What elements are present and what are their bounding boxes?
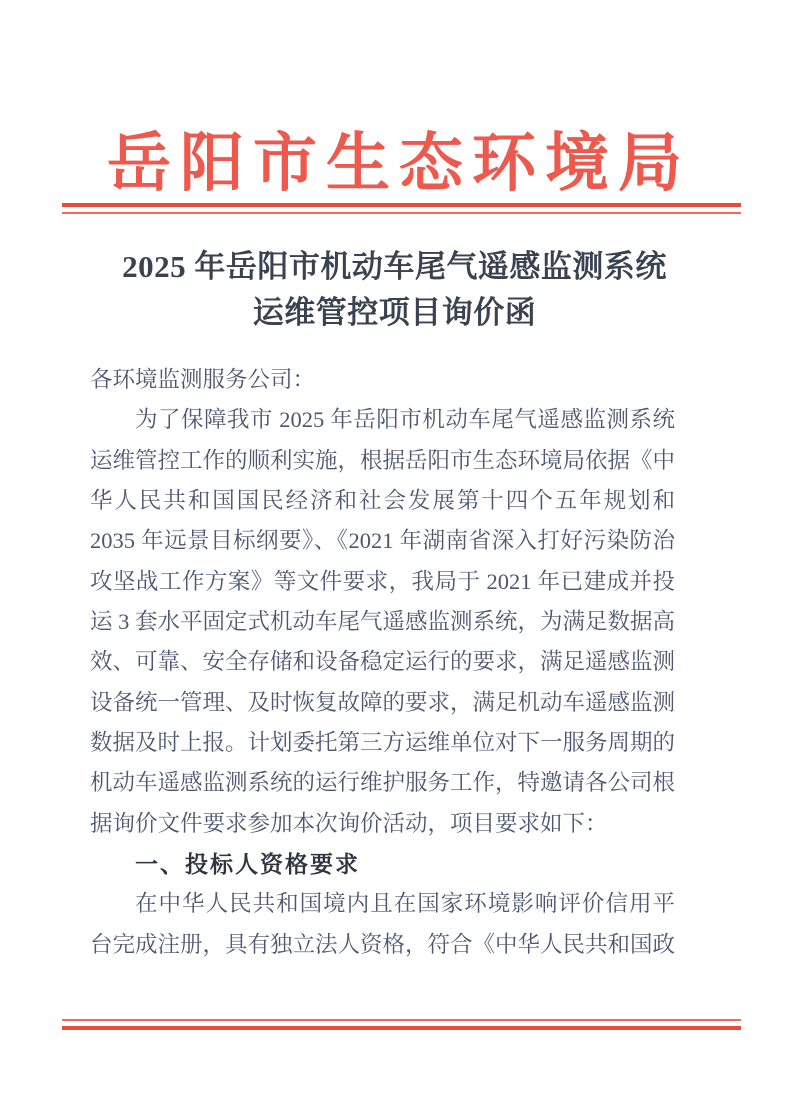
body-line: 运 3 套水平固定式机动车尾气遥感监测系统，为满足数据高	[90, 609, 676, 635]
body-line: 机动车遥感监测系统的运行维护服务工作，特邀请各公司根	[90, 770, 676, 796]
body-line: 数据及时上报。计划委托第三方运维单位对下一服务周期的	[90, 730, 676, 756]
letterhead-org-name: 岳阳市生态环境局	[107, 128, 691, 199]
document-title	[0, 244, 789, 336]
letterhead-divider-thin	[62, 212, 741, 214]
letterhead-divider-thick	[62, 203, 741, 207]
footer-divider-thin	[62, 1019, 741, 1021]
body-line: 华人民共和国国民经济和社会发展第十四个五年规划和	[90, 488, 675, 514]
document-title-line-2: 运维管控项目询价函	[252, 295, 537, 330]
body-line: 为了保障我市 2025 年岳阳市机动车尾气遥感监测系统	[135, 407, 675, 433]
body-line: 2035 年远景目标纲要》、《2021 年湖南省深入打好污染防治	[90, 528, 675, 554]
salutation-line: 各环境监测服务公司：	[90, 367, 316, 392]
body-line: 效、可靠、安全存储和设备稳定运行的要求，满足遥感监测	[90, 649, 676, 675]
body-line: 设备统一管理、及时恢复故障的要求，满足机动车遥感监测	[90, 689, 676, 715]
body-line: 攻坚战工作方案》等文件要求，我局于 2021 年已建成并投	[90, 568, 675, 594]
letter-body	[90, 360, 675, 965]
footer-divider-thick	[62, 1026, 741, 1030]
body-line: 运维管控工作的顺利实施，根据岳阳市生态环境局依据《中	[90, 447, 676, 473]
body-line: 据询价文件要求参加本次询价活动，项目要求如下：	[90, 810, 608, 836]
body-line: 在中华人民共和国境内且在国家环境影响评价信用平	[135, 891, 675, 917]
body-line: 台完成注册，具有独立法人资格，符合《中华人民共和国政	[90, 931, 676, 957]
document-title-line-1: 2025 年岳阳市机动车尾气遥感监测系统	[122, 249, 667, 284]
section-heading-bidder-qualifications: 一、投标人资格要求	[135, 851, 360, 878]
